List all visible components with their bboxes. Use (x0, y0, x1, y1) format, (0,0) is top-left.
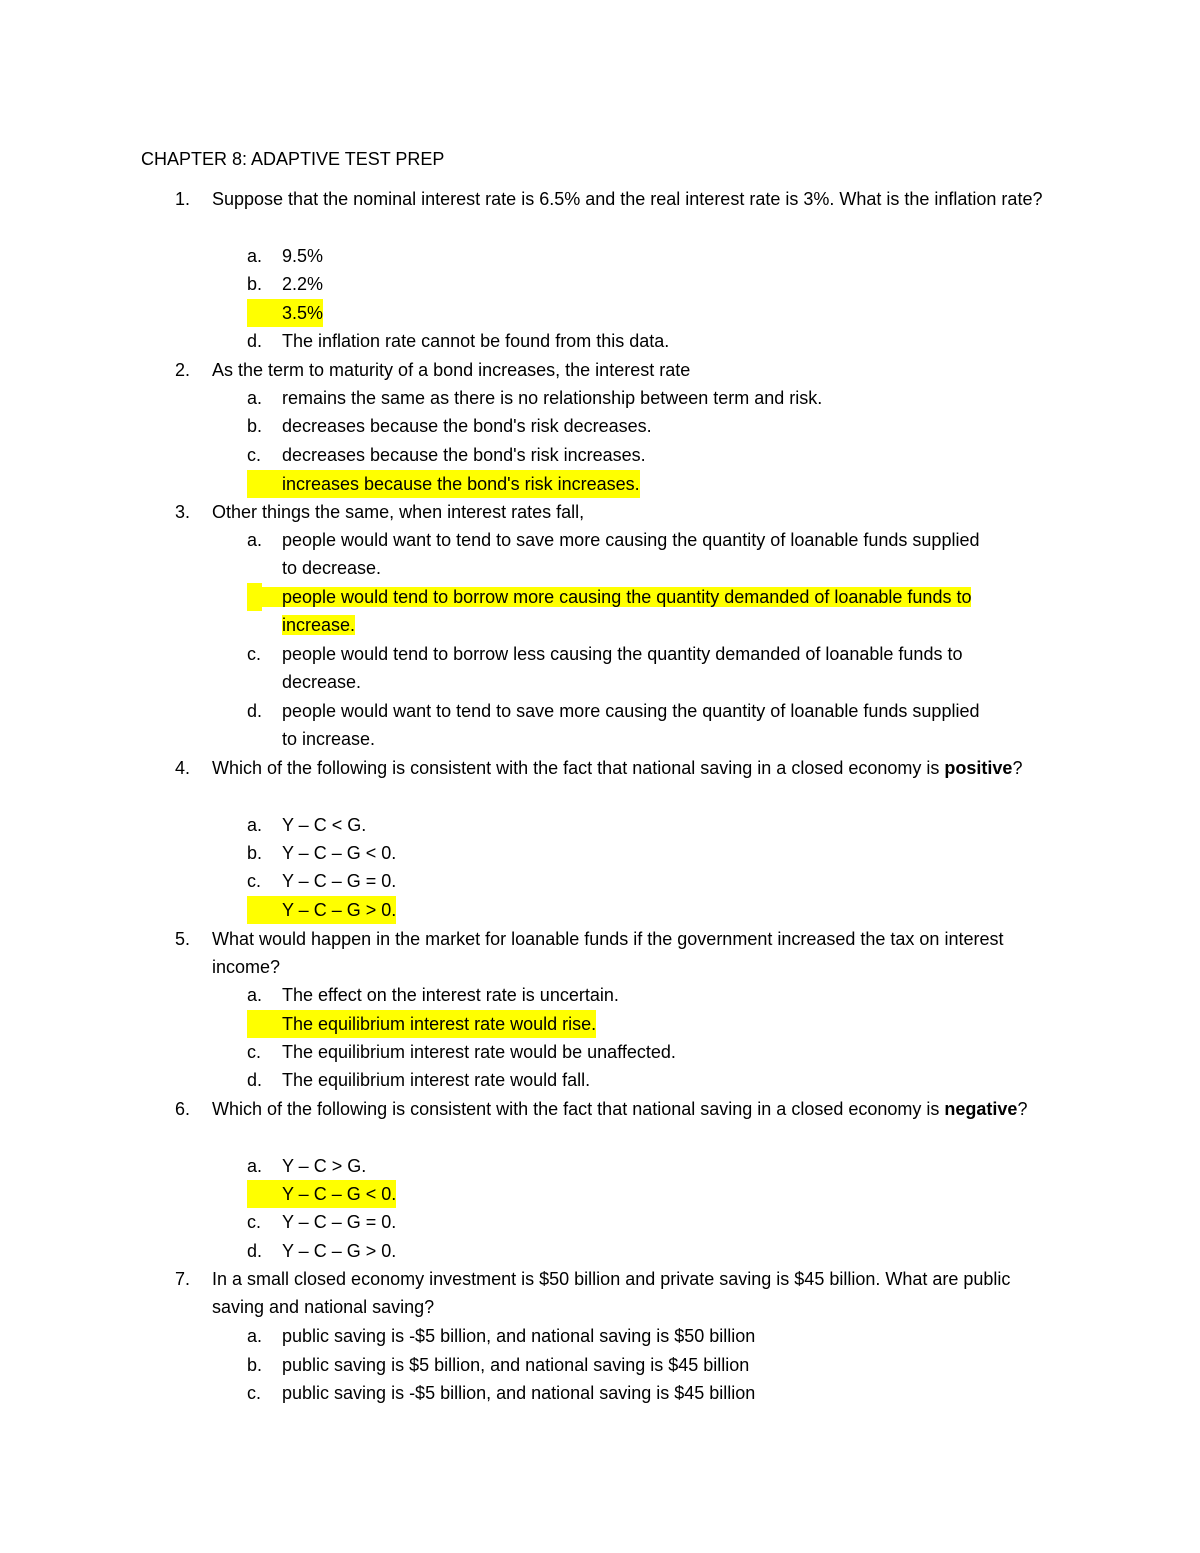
option-letter: b. (247, 843, 263, 863)
question-text: What would happen in the market for loanable funds if the government increased the tax on interest income? (212, 929, 1004, 978)
question-text-end: ? (1017, 1099, 1028, 1119)
option-letter: a. (247, 985, 263, 1005)
question-number: 7. (175, 1269, 191, 1289)
page-title: CHAPTER 8: ADAPTIVE TEST PREP (141, 149, 445, 169)
option-letter: c. (247, 445, 262, 465)
question-text-emphasis: negative (944, 1099, 1018, 1119)
question-text: In a small closed economy investment is $50 billion and private saving is $45 billion. What are public saving and national saving? (212, 1269, 1011, 1318)
option-letter: c. (247, 1383, 262, 1403)
option-letter: d. (247, 1070, 263, 1090)
option-text: 9.5% (282, 246, 324, 266)
question-text-emphasis: positive (944, 758, 1013, 778)
question-number: 4. (175, 758, 191, 778)
option-text: public saving is -$5 billion, and national saving is $50 billion (282, 1326, 756, 1346)
option-text: increases because the bond's risk increases. (247, 470, 640, 498)
option-text: The inflation rate cannot be found from this data. (282, 331, 670, 351)
question-text: As the term to maturity of a bond increases, the interest rate (212, 360, 691, 380)
option-text: Y – C – G = 0. (282, 871, 397, 891)
option-letter: d. (247, 331, 263, 351)
option-text: Y – C – G > 0. (282, 1241, 397, 1261)
option-text-line: people would tend to borrow less causing the quantity demanded of loanable funds to (282, 644, 963, 664)
option-text: remains the same as there is no relationship between term and risk. (282, 388, 823, 408)
option-text-line: decrease. (282, 672, 362, 693)
option-letter: c. (247, 1042, 262, 1062)
option-text: Y – C – G < 0. (282, 843, 397, 863)
option-text-line: people would want to tend to save more causing the quantity of loanable funds supplied (282, 701, 980, 721)
option-letter: c. (247, 871, 262, 891)
question-number: 2. (175, 360, 191, 380)
question-text: Other things the same, when interest rates fall, (212, 502, 585, 522)
question-number: 6. (175, 1099, 191, 1119)
option-text: The equilibrium interest rate would be unaffected. (282, 1042, 676, 1062)
option-text: Y – C < G. (282, 815, 367, 835)
option-text: The equilibrium interest rate would rise. (247, 1010, 596, 1038)
option-letter: a. (247, 815, 263, 835)
question-text: Suppose that the nominal interest rate is 6.5% and the real interest rate is 3%. What is the inflation rate? (212, 189, 1043, 209)
question-number: 5. (175, 929, 191, 949)
option-text-line: people would want to tend to save more causing the quantity of loanable funds supplied (282, 530, 980, 550)
option-text: public saving is -$5 billion, and national saving is $45 billion (282, 1383, 756, 1403)
option-text: decreases because the bond's risk increases. (282, 445, 646, 465)
option-letter: a. (247, 530, 263, 550)
question-number: 1. (175, 189, 191, 209)
option-letter: c. (247, 1212, 262, 1232)
option-text: Y – C > G. (282, 1156, 367, 1176)
question-text-end: ? (1012, 758, 1023, 778)
option-letter: b. (247, 416, 263, 436)
option-letter: d. (247, 1241, 263, 1261)
option-letter: a. (247, 1156, 263, 1176)
option-letter: b. (247, 274, 263, 294)
option-text-line: people would tend to borrow more causing the quantity demanded of loanable funds to (247, 587, 971, 607)
option-letter: a. (247, 1326, 263, 1346)
option-text-line: to decrease. (282, 558, 382, 579)
option-text-line: to increase. (282, 729, 376, 750)
option-text: 3.5% (247, 299, 323, 327)
question-number: 3. (175, 502, 191, 522)
option-letter: c. (247, 644, 262, 664)
option-letter: a. (247, 246, 263, 266)
question-text: Which of the following is consistent with the fact that national saving in a closed economy is (212, 1099, 940, 1119)
option-text: Y – C – G < 0. (247, 1180, 396, 1208)
option-text: Y – C – G > 0. (247, 896, 396, 924)
option-text: public saving is $5 billion, and national saving is $45 billion (282, 1355, 750, 1375)
option-text: Y – C – G = 0. (282, 1212, 397, 1232)
option-text: The equilibrium interest rate would fall. (282, 1070, 591, 1090)
option-text: decreases because the bond's risk decreases. (282, 416, 652, 436)
option-text: 2.2% (282, 274, 324, 294)
option-letter: b. (247, 1355, 263, 1375)
option-text-line: increase. (282, 615, 356, 636)
option-letter: a. (247, 388, 263, 408)
option-text: The effect on the interest rate is uncertain. (282, 985, 619, 1005)
option-letter: d. (247, 701, 263, 721)
question-text: Which of the following is consistent with the fact that national saving in a closed economy is (212, 758, 940, 778)
